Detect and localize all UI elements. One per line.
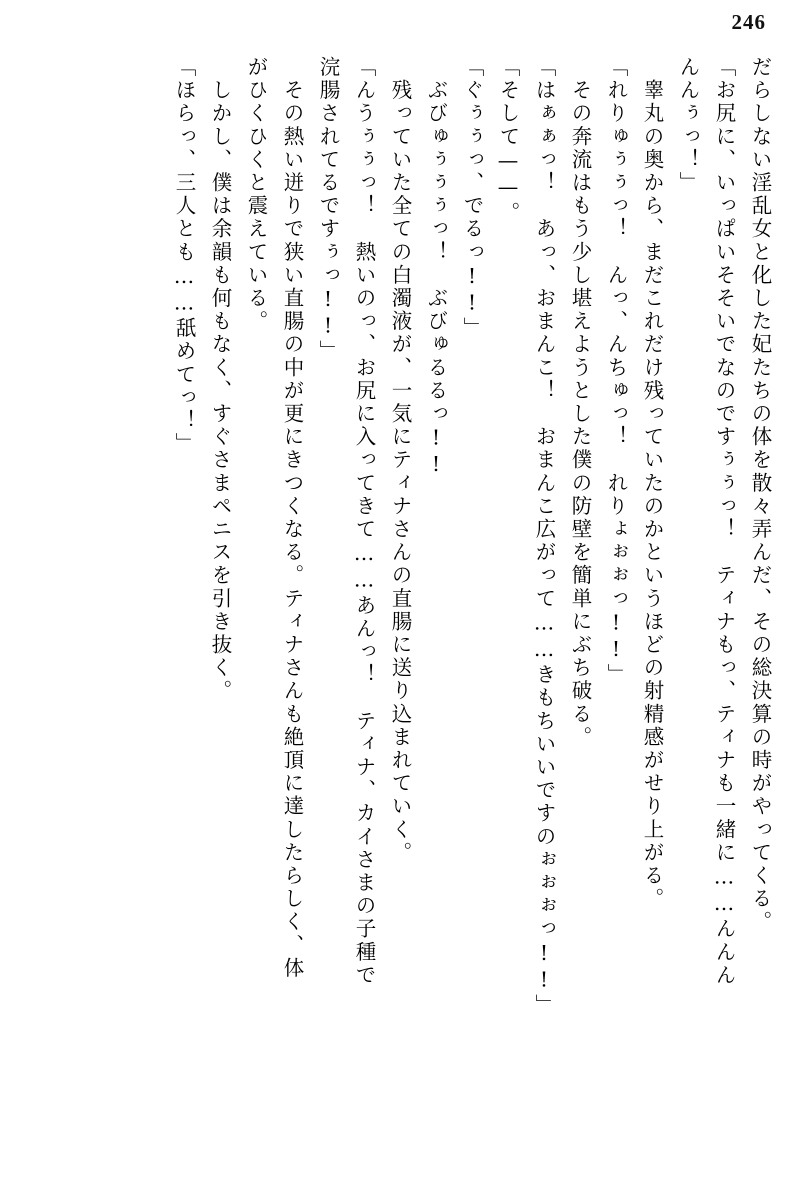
text-line: 「ぐぅぅっ、でるっ!!」 xyxy=(460,56,484,341)
text-line: その熱い迸りで狭い直腸の中が更にきつくなる。ティナさんも絶頂に達したらしく、体 xyxy=(280,56,304,980)
text-line: 「んうぅぅっ！ 熱いのっ、お尻に入ってきて……あんっ！ ティナ、カイさまの子種で xyxy=(352,56,376,987)
body-text-block xyxy=(30,56,770,1166)
text-line: その奔流はもう少し堪えようとした僕の防壁を簡単にぶち破る。 xyxy=(568,56,592,749)
text-line: んんぅっ！」 xyxy=(676,56,700,195)
text-line: 「ほらっ、三人とも……舐めてっ！」 xyxy=(172,56,196,456)
text-line: ぶびゅぅぅぅっ！ ぶびゅるるっ!! xyxy=(424,56,448,479)
text-line: 睾丸の奥から、まだこれだけ残っていたのかというほどの射精感がせり上がる。 xyxy=(640,56,664,911)
text-line: 「れりゅぅぅっ！ んっ、んちゅっ！ れりょぉぉっ!!」 xyxy=(604,56,628,687)
text-line: 浣腸されてるですぅっ!!」 xyxy=(316,56,340,364)
page-number: 246 xyxy=(731,10,766,34)
text-line: だらしない淫乱女と化した妃たちの体を散々弄んだ、その総決算の時がやってくる。 xyxy=(748,56,772,934)
text-line: しかし、僕は余韻も何もなく、すぐさまペニスを引き抜く。 xyxy=(208,56,232,703)
text-line: 残っていた全ての白濁液が、一気にティナさんの直腸に送り込まれていく。 xyxy=(388,56,412,865)
text-line: 「はぁぁっ！ あっ、おまんこ！ おまんこ広がって……きもちいいですのぉぉぉっ!!」 xyxy=(532,56,556,1018)
text-line: 「お尻に、いっぱいそそいでなのですぅぅっ！ ティナもっ、ティナも一緒に……んんん xyxy=(712,56,736,987)
text-line: がひくひくと震えている。 xyxy=(244,56,268,334)
text-line: 「そして——。 xyxy=(496,56,520,225)
